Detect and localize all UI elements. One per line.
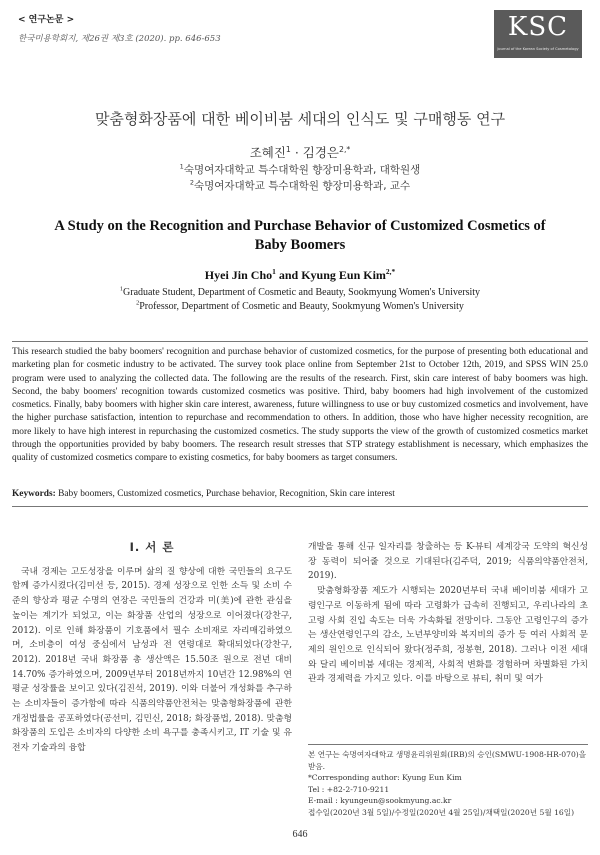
section-tag: < 연구논문 > <box>18 15 75 25</box>
journal-reference: 한국미용학회지, 제26권 제3호 (2020). pp. 646-653 <box>18 34 221 44</box>
author-name: Hyei Jin Cho <box>204 268 273 282</box>
body-paragraph: 개발을 통해 신규 일자리를 창출하는 등 K-뷰티 세계강국 도약의 혁신성장 동력이 되어줄 것으로 기대된다(김주덕, 2019; 식품의약품안전처, 2019). <box>308 542 588 582</box>
author-superscript: 1 <box>285 144 291 154</box>
affiliation-superscript: 1 <box>119 285 124 293</box>
abstract-text: This research studied the baby boomers' recognition and purchase behavior of customized cosmetics, for the purpose of presenting both educational and marketing plan for cosmetic industry to be activated. The survey took place online from September 21st to October 12th, 2019, and SPSS WIN 25.0 program were used to analyzing the collected data. The following are the results of the research. First, skin care interest of baby boomers was high. Second, the baby boomers' recognition towards customized cosmetics was positive. Third, baby boomers had high involvement of the customized cosmetics. Finally, baby boomers with higher skin care interest, awareness, future willingness to use or buy customized cosmetics and involvement, have the higher purchase satisfaction, intention to repurchase and recommendation to others. In addition, those who have higher necessity recognition, are more likely to have high interest in repurchasing the customized cosmetics. The study supports the view of the growth of customized cosmetics market through the opportunities provided by baby boomers. The research result stresses that STP strategy establishment is necessary, which emphasizes the quality of customized cosmetics compare to existing cosmetics, for baby boomers as target consumers. <box>12 347 588 463</box>
abstract-top-rule <box>12 341 588 342</box>
keywords-text: Baby boomers, Customized cosmetics, Purchase behavior, Recognition, Skin care interest <box>55 489 395 499</box>
korean-affiliation <box>0 178 600 193</box>
body-paragraph: 국내 경제는 고도성장을 이루며 삶의 질 향상에 대한 국민들의 요구도 함께 증가시켰다(김미선 등, 2015). 경제 성장으로 인한 소득 및 소비 수준의 향상과 평균 수명의 연장은 국민들의 건강과 미(美)에 관한 관심을 높이는 계기가 되었고, 이는 화장품 산업의 성장으로 이어졌다(강찬구, 2012). 이로 인해 화장품이 기호품에서 필수 소비재로 자리매김하였으며, 소비층이 여성 중심에서 남성과 전 연령대로 확대되었다(강찬구, 2012). 2018년 국내 화장품 총 생산액은 15.50조 원으로 전년 대비 14.70% 증가하였으며, 2009년부터 2018년까지 10년간 12.98%의 연평균 성장률을 보이고 있다(김진석, 2019). 이와 더불어 개성화를 추구하는 소비자들이 증가함에 따라 식품의약품안전처는 맞춤형화장품에 관한 개정법률을 공포하였다(공선미, 김민신, 2018; 화장품법, 2018). 맞춤형화장품의 도입은 소비자의 다양한 소비 욕구를 충족시키고, IT 기술 및 유전자 기술과의 융합 <box>12 566 292 754</box>
affiliation-superscript: 1 <box>179 162 184 171</box>
affiliation-text: 숙명여자대학교 특수대학원 향장미용학과, 대학원생 <box>183 164 421 176</box>
page-header <box>18 10 582 62</box>
footnote-corresponding-author: *Corresponding author: Kyung Eun Kim <box>308 773 462 783</box>
keywords-label: Keywords: <box>12 489 56 499</box>
author-conjunction: and <box>275 268 302 282</box>
footnote-dates: 접수일(2020년 3월 5일)/수정일(2020년 4월 25일)/채택일(2020년 5월 16일) <box>308 807 575 817</box>
english-affiliation <box>0 287 600 298</box>
logo-subtext: Journal of the Korean Society of Cosmetology <box>497 47 579 51</box>
right-column <box>308 540 588 687</box>
affiliation-text: Professor, Department of Cosmetic and Beauty, Sookmyung Women's University <box>139 301 464 312</box>
footnote <box>308 744 588 819</box>
journal-logo <box>494 10 582 58</box>
body-paragraph: 맞춤형화장품 제도가 시행되는 2020년부터 국내 베이비붐 세대가 고령인구로 이동하게 됨에 따라 고령화가 급속히 진행되고, 우리나라의 초고령 사회 진입 속도는 더욱 가속화될 전망이다. 그동안 고령인구의 증가는 생산연령인구의 감소, 노년부양비와 복지비의 증가 등 여러 사회적 문제의 원인으로 인식되어 왔다(정주희, 정봉현, 2018). 그러나 이전 세대와 달리 베이비붐 세대는 경제적, 사회적 변화를 경험하며 차별화된 가치관과 경제력을 가지고 있다. 이를 바탕으로 뷰티, 취미 및 여가 <box>308 586 588 685</box>
author-superscript: 1 <box>272 267 276 276</box>
abstract-bottom-rule <box>12 506 588 507</box>
keywords <box>12 489 588 499</box>
logo-text: KSC <box>507 12 569 42</box>
english-authors <box>0 268 600 283</box>
author-superscript: 2,* <box>385 267 396 276</box>
footnote-tel: Tel : +82-2-710-9211 <box>308 784 390 794</box>
page-number: 646 <box>292 829 308 840</box>
footnote-irb: 본 연구는 숙명여자대학교 생명윤리위원회(IRB)의 승인(SMWU-1908-HR-070)을 받음. <box>308 750 587 771</box>
korean-affiliation <box>0 162 600 177</box>
author-name: 조혜진 <box>249 145 286 160</box>
author-superscript: 2,* <box>339 144 351 154</box>
affiliation-superscript: 2 <box>136 299 140 307</box>
english-title: A Study on the Recognition and Purchase Behavior of Customized Cosmetics of Baby Boomers <box>54 218 546 253</box>
affiliation-text: 숙명여자대학교 특수대학원 향장미용학과, 교수 <box>193 180 411 192</box>
korean-title: 맞춤형화장품에 대한 베이비붐 세대의 인식도 및 구매행동 연구 <box>94 110 506 128</box>
author-name: Kyung Eun Kim <box>301 268 386 282</box>
english-affiliation <box>0 301 600 312</box>
affiliation-text: Graduate Student, Department of Cosmetic and Beauty, Sookmyung Women's University <box>123 287 481 298</box>
affiliation-superscript: 2 <box>189 178 194 187</box>
author-separator: · <box>290 145 303 160</box>
section-heading: I. 서 론 <box>129 540 175 554</box>
left-column <box>12 540 292 756</box>
korean-authors <box>0 143 600 161</box>
footnote-email: E-mail : kyungeun@sookmyung.ac.kr <box>308 796 452 806</box>
author-name: 김경은 <box>302 145 340 160</box>
